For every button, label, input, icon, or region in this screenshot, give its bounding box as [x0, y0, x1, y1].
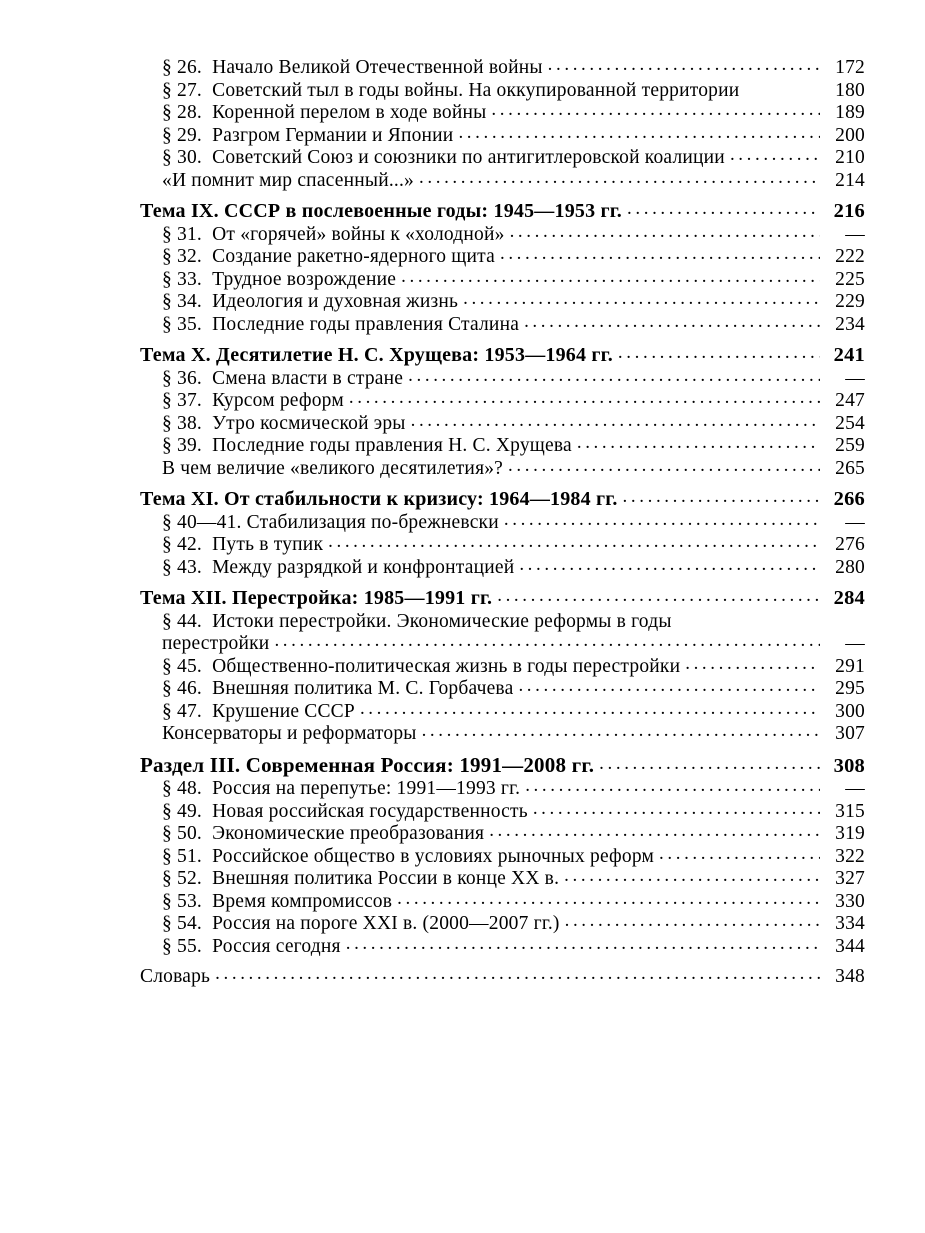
- toc-page-number: 189: [835, 102, 865, 123]
- toc-entry[interactable]: [140, 634, 865, 654]
- leader-dots: [215, 964, 820, 983]
- leader-dots: [508, 456, 820, 475]
- toc-entry[interactable]: [140, 914, 865, 934]
- toc-glossary-entry[interactable]: [140, 967, 865, 987]
- toc-entry[interactable]: [140, 937, 865, 957]
- toc-entry-label: § 37. Курсом реформ: [162, 390, 344, 411]
- leader-dots: [525, 776, 820, 795]
- leader-dots: [659, 844, 820, 863]
- leader-dots: [422, 721, 820, 740]
- toc-entry-label: § 32. Создание ракетно-ядерного щита: [162, 246, 495, 267]
- toc-entry-label: § 48. Россия на перепутье: 1991—1993 гг.: [162, 778, 521, 799]
- toc-entry[interactable]: [140, 414, 865, 434]
- toc-page-number: 234: [835, 313, 865, 335]
- toc-page-number: 247: [835, 390, 865, 411]
- toc-entry[interactable]: [140, 171, 865, 191]
- toc-page-number: —: [845, 367, 865, 389]
- toc-entry[interactable]: [140, 459, 865, 479]
- toc-page-number: 307: [835, 723, 865, 744]
- leader-dots: [458, 123, 820, 142]
- leader-dots: [489, 821, 820, 840]
- toc-entry[interactable]: [140, 247, 865, 267]
- leader-dots: [685, 654, 820, 673]
- toc-group: [140, 752, 865, 957]
- toc-entry-label: Тема X. Десятилетие Н. С. Хрущева: 1953—1964 гг.: [140, 344, 613, 366]
- toc-entry-label: Тема XI. От стабильности к кризису: 1964—1984 гг.: [140, 488, 618, 510]
- toc-page-number: 308: [833, 754, 865, 777]
- toc-entry[interactable]: [140, 892, 865, 912]
- toc-entry-label: § 28. Коренной перелом в ходе войны: [162, 102, 487, 123]
- toc-entry[interactable]: [140, 779, 865, 799]
- toc-group: [140, 201, 865, 334]
- leader-dots: [618, 343, 820, 362]
- table-of-contents: [140, 58, 865, 987]
- toc-entry[interactable]: [140, 81, 865, 101]
- toc-page-number: 241: [833, 344, 865, 366]
- leader-dots: [519, 555, 820, 574]
- toc-page-number: 319: [835, 823, 865, 844]
- toc-entry-label: § 52. Внешняя политика России в конце XX в.: [162, 868, 560, 889]
- leader-dots: [408, 366, 820, 385]
- leader-dots: [504, 510, 820, 529]
- toc-entry-label: Словарь: [140, 966, 211, 987]
- toc-page-number: 214: [835, 169, 865, 191]
- leader-dots: [533, 799, 820, 818]
- leader-dots: [328, 532, 820, 551]
- toc-entry[interactable]: [140, 513, 865, 533]
- leader-dots: [565, 911, 820, 930]
- leader-dots: [497, 586, 820, 605]
- toc-entry-label: перестройки: [162, 633, 270, 654]
- toc-entry-label: В чем величие «великого десятилетия»?: [162, 457, 504, 479]
- toc-entry-label: § 31. От «горячей» войны к «холодной»: [162, 223, 505, 245]
- leader-dots: [463, 289, 820, 308]
- toc-group: [140, 345, 865, 478]
- toc-entry[interactable]: [140, 369, 865, 389]
- toc-entry-label: § 54. Россия на пороге XXI в. (2000—2007 гг.): [162, 913, 560, 934]
- toc-entry[interactable]: [140, 126, 865, 146]
- toc-entry[interactable]: [140, 802, 865, 822]
- toc-group: [140, 967, 865, 987]
- leader-dots: [401, 267, 820, 286]
- toc-entry[interactable]: [140, 869, 865, 889]
- toc-page-number: 200: [835, 124, 865, 146]
- leader-dots: [518, 676, 820, 695]
- toc-entry[interactable]: [140, 292, 865, 312]
- toc-page-number: 300: [835, 700, 865, 722]
- toc-entry-label: Тема XII. Перестройка: 1985—1991 гг.: [140, 587, 493, 609]
- toc-page-number: 322: [835, 845, 865, 867]
- toc-entry-label: § 45. Общественно-политическая жизнь в годы перестройки: [162, 655, 681, 677]
- toc-page-number: 330: [835, 890, 865, 912]
- toc-page-number: —: [845, 778, 865, 799]
- toc-entry-label: § 33. Трудное возрождение: [162, 268, 397, 290]
- toc-entry-label: § 40—41. Стабилизация по-брежневски: [162, 511, 499, 533]
- toc-entry-label: «И помнит мир спасенный...»: [162, 169, 415, 191]
- toc-group: [140, 489, 865, 577]
- toc-entry-label: § 27. Советский тыл в годы войны. На оккупированной территории: [162, 79, 740, 101]
- toc-entry-label: § 53. Время компромиссов: [162, 890, 393, 912]
- toc-group: [140, 58, 865, 190]
- toc-page-number: 266: [833, 488, 865, 510]
- toc-page-number: 348: [835, 966, 865, 987]
- leader-dots: [564, 866, 820, 885]
- toc-entry-label: § 42. Путь в тупик: [162, 534, 324, 555]
- toc-entry-label: § 26. Начало Великой Отечественной войны: [162, 57, 543, 78]
- toc-entry-label: § 43. Между разрядкой и конфронтацией: [162, 556, 515, 578]
- toc-group: [140, 588, 865, 744]
- toc-entry[interactable]: [140, 270, 865, 290]
- toc-page-number: 210: [835, 147, 865, 168]
- toc-page-number: 229: [835, 291, 865, 312]
- toc-entry-label: § 39. Последние годы правления Н. С. Хрущева: [162, 435, 572, 456]
- toc-entry[interactable]: [140, 58, 865, 78]
- toc-page-number: 276: [835, 534, 865, 555]
- leader-dots: [627, 199, 820, 218]
- toc-entry-label: § 47. Крушение СССР: [162, 700, 355, 722]
- toc-page-number: 225: [835, 268, 865, 290]
- toc-heading[interactable]: [140, 201, 865, 222]
- toc-entry[interactable]: [140, 391, 865, 411]
- toc-entry-label: § 34. Идеология и духовная жизнь: [162, 291, 459, 312]
- toc-page-number: 284: [833, 587, 865, 609]
- toc-entry-label: § 51. Российское общество в условиях рыночных реформ: [162, 845, 655, 867]
- leader-dots: [623, 487, 820, 506]
- toc-entry-label: § 44. Истоки перестройки. Экономические реформы в годы: [162, 610, 672, 632]
- toc-entry[interactable]: [140, 148, 865, 168]
- toc-heading[interactable]: [140, 588, 865, 609]
- leader-dots: [500, 244, 820, 263]
- toc-entry[interactable]: [140, 679, 865, 699]
- toc-entry-label: § 29. Разгром Германии и Японии: [162, 124, 454, 146]
- toc-entry-label: § 46. Внешняя политика М. С. Горбачева: [162, 678, 514, 699]
- toc-entry[interactable]: [140, 847, 865, 867]
- toc-page-number: 295: [835, 678, 865, 699]
- toc-entry-label: Раздел III. Современная Россия: 1991—2008 гг.: [140, 752, 595, 777]
- toc-entry-label: § 55. Россия сегодня: [162, 935, 341, 957]
- toc-entry-label: § 30. Советский Союз и союзники по антигитлеровской коалиции: [162, 147, 725, 168]
- toc-entry[interactable]: [140, 702, 865, 722]
- leader-dots: [349, 388, 820, 407]
- toc-entry[interactable]: [140, 824, 865, 844]
- leader-dots: [397, 889, 820, 908]
- toc-entry[interactable]: [140, 225, 865, 245]
- toc-entry[interactable]: [140, 535, 865, 555]
- toc-entry-label: § 38. Утро космической эры: [162, 412, 406, 434]
- toc-entry[interactable]: [140, 436, 865, 456]
- toc-page-number: 291: [835, 655, 865, 677]
- leader-dots: [419, 168, 820, 187]
- leader-dots: [599, 754, 820, 773]
- toc-page-number: 315: [835, 800, 865, 822]
- toc-page-number: 172: [835, 57, 865, 78]
- leader-dots: [274, 631, 820, 650]
- toc-page-number: —: [845, 511, 865, 533]
- toc-page-number: 327: [835, 868, 865, 889]
- toc-page-number: 222: [835, 246, 865, 267]
- toc-entry-label: § 50. Экономические преобразования: [162, 823, 485, 844]
- toc-entry-label: Тема IX. СССР в послевоенные годы: 1945—1953 гг.: [140, 200, 623, 222]
- toc-entry[interactable]: [140, 315, 865, 335]
- toc-entry[interactable]: [140, 558, 865, 578]
- toc-entry-label: § 36. Смена власти в стране: [162, 367, 404, 389]
- leader-dots: [730, 145, 820, 164]
- toc-page-number: 180: [835, 79, 865, 101]
- toc-page-number: 280: [835, 556, 865, 578]
- leader-dots: [510, 222, 820, 241]
- toc-entry-label: § 35. Последние годы правления Сталина: [162, 313, 520, 335]
- toc-entry[interactable]: [140, 657, 865, 677]
- toc-entry-label: Консерваторы и реформаторы: [162, 723, 417, 744]
- leader-dots: [346, 934, 820, 953]
- leader-dots: [577, 433, 820, 452]
- toc-heading[interactable]: [140, 752, 865, 777]
- toc-page-number: —: [845, 633, 865, 654]
- toc-page-number: 265: [835, 457, 865, 479]
- leader-dots: [360, 699, 820, 718]
- leader-dots: [411, 411, 820, 430]
- leader-dots: [491, 100, 820, 119]
- toc-entry[interactable]: [140, 724, 865, 744]
- toc-entry[interactable]: [140, 612, 865, 632]
- leader-dots: [524, 312, 820, 331]
- toc-page-number: 254: [835, 412, 865, 434]
- toc-page-number: 334: [835, 913, 865, 934]
- toc-heading[interactable]: [140, 489, 865, 510]
- toc-page-number: 344: [835, 935, 865, 957]
- toc-page-number: 216: [833, 200, 865, 222]
- toc-page-number: 259: [835, 435, 865, 456]
- leader-dots: [548, 55, 820, 74]
- toc-entry-label: § 49. Новая российская государственность: [162, 800, 528, 822]
- toc-page-number: —: [845, 223, 865, 245]
- toc-entry[interactable]: [140, 103, 865, 123]
- toc-heading[interactable]: [140, 345, 865, 366]
